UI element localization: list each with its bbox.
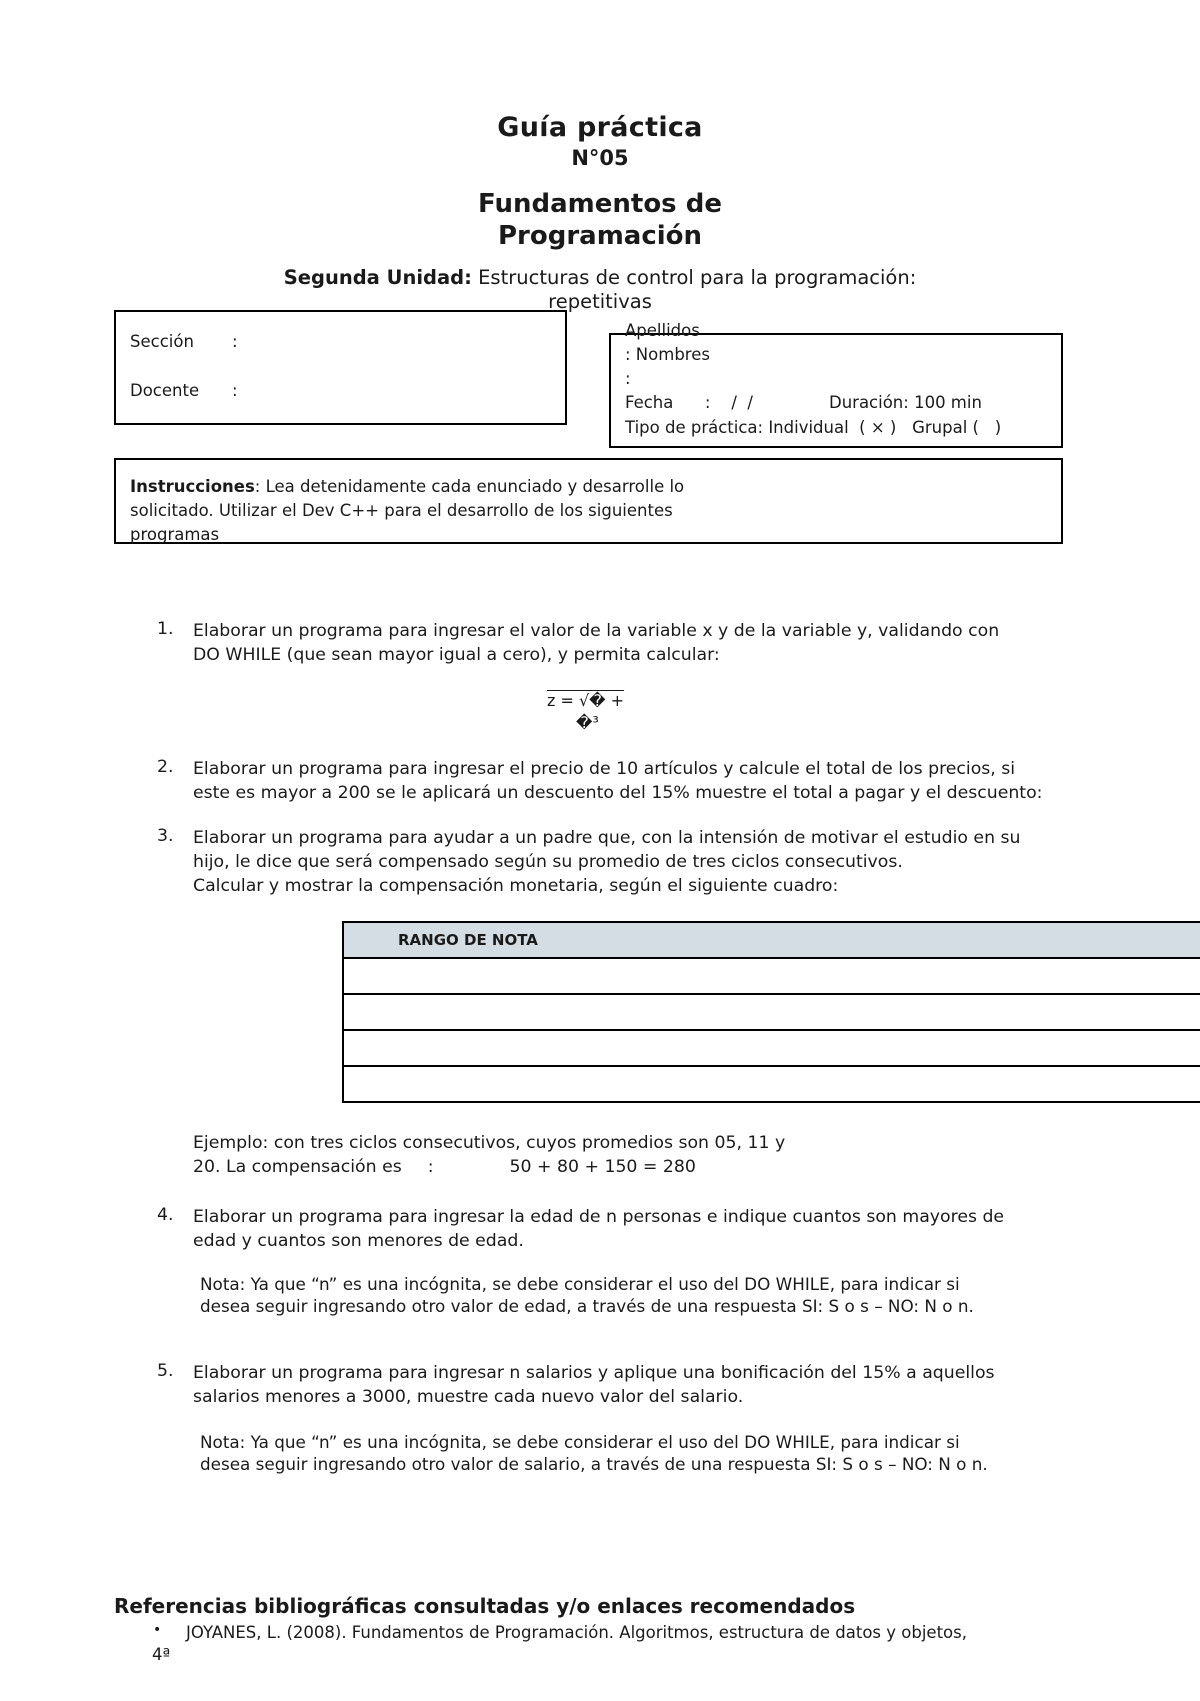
tipo-practica: Tipo de práctica: Individual ( × ) Grupal ( ) <box>625 418 1002 437</box>
exercise-1-number: 1. <box>157 619 174 639</box>
exercise-5-line2: salarios menores a 3000, muestre cada nuevo valor del salario. <box>193 1387 744 1407</box>
table-header-row <box>343 922 1200 958</box>
note-4-line2: desea seguir ingresando otro valor de edad, a través de una respuesta SI: S o s – NO: N o n. <box>200 1296 974 1316</box>
example-line2a: 20. La compensación es <box>193 1157 402 1177</box>
guide-number: N°05 <box>571 146 629 170</box>
seccion-label: Sección <box>130 332 194 351</box>
exercise-5-line1: Elaborar un programa para ingresar n salarios y aplique una bonificación del 15% a aquellos <box>193 1363 995 1383</box>
reference-line2: 4ª <box>152 1645 171 1664</box>
table-header-cell: RANGO DE NOTA <box>343 922 1200 958</box>
unit-text-line1: Estructuras de control para la programación: <box>478 266 917 289</box>
exercise-2 <box>193 757 1193 805</box>
apellidos-label: Apellidos <box>625 321 700 340</box>
exercise-1 <box>193 619 1103 667</box>
references-title: Referencias bibliográficas consultadas y/o enlaces recomendados <box>114 1594 856 1618</box>
instructions-line1: : Lea detenidamente cada enunciado y desarrolle lo <box>254 477 685 496</box>
instructions-label: Instrucciones <box>130 477 255 496</box>
unit-text-line2: repetitivas <box>548 290 652 313</box>
unit-heading <box>0 266 1200 314</box>
exercise-3-line3: Calcular y mostrar la compensación monetaria, según el siguiente cuadro: <box>193 876 839 896</box>
course-title-line1: Fundamentos de <box>478 189 722 219</box>
example-colon: : <box>427 1157 434 1177</box>
instructions-box <box>114 458 1063 544</box>
example-sum: 50 + 80 + 150 = 280 <box>509 1157 696 1177</box>
table-row <box>343 994 1200 1030</box>
exercise-5-number: 5. <box>157 1361 174 1381</box>
course-title <box>0 188 1200 252</box>
exercise-1-line1: Elaborar un programa para ingresar el valor de la variable x y de la variable y, validando con <box>193 621 1000 641</box>
table-row <box>343 958 1200 994</box>
exercise-3-number: 3. <box>157 826 174 846</box>
note-4-line1: Nota: Ya que “n” es una incógnita, se debe considerar el uso del DO WHILE, para indicar si <box>200 1274 960 1294</box>
exercise-3 <box>193 826 1103 898</box>
note-5-line1: Nota: Ya que “n” es una incógnita, se debe considerar el uso del DO WHILE, para indicar si <box>200 1432 960 1452</box>
page-title: Guía práctica <box>497 112 703 143</box>
docente-label: Docente <box>130 381 200 400</box>
exercise-4-line2: edad y cuantos son menores de edad. <box>193 1231 524 1251</box>
exercise-4-note <box>200 1273 1100 1317</box>
compensation-table <box>342 921 1200 1103</box>
seccion-colon: : <box>232 332 238 351</box>
note-5-line2: desea seguir ingresando otro valor de salario, a través de una respuesta SI: S o s – NO: N o n. <box>200 1454 988 1474</box>
example-line1: Ejemplo: con tres ciclos consecutivos, cuyos promedios son 05, 11 y <box>193 1133 786 1153</box>
exercise-2-line1: Elaborar un programa para ingresar el precio de 10 artículos y calcule el total de los precios, si <box>193 759 1016 779</box>
reference-item <box>186 1621 1136 1644</box>
table-row <box>343 1066 1200 1102</box>
unit-label: Segunda Unidad: <box>283 266 472 289</box>
example-line2 <box>193 1155 1103 1179</box>
nombres-label: : Nombres <box>625 345 710 364</box>
exercise-2-line2: este es mayor a 200 se le aplicará un descuento del 15% muestre el total a pagar y el descuento: <box>193 783 1043 803</box>
formula-line1: z = √� + <box>547 691 625 710</box>
exercise-1-line2: DO WHILE (que sean mayor igual a cero), y permita calcular: <box>193 645 720 665</box>
instructions-line2: solicitado. Utilizar el Dev C++ para el desarrollo de los siguientes <box>130 501 673 520</box>
bullet-icon: • <box>153 1622 162 1638</box>
exercise-4-number: 4. <box>157 1205 174 1225</box>
formula-line2: �³ <box>576 713 599 732</box>
reference-line1: JOYANES, L. (2008). Fundamentos de Programación. Algoritmos, estructura de datos y objetos, <box>186 1623 967 1642</box>
example-text <box>193 1131 1103 1179</box>
exercise-3-line2: hijo, le dice que será compensado según su promedio de tres ciclos consecutivos. <box>193 852 903 872</box>
exercise-3-line1: Elaborar un programa para ayudar a un padre que, con la intensión de motivar el estudio en su <box>193 828 1021 848</box>
exercise-5-note <box>200 1431 1100 1475</box>
docente-colon: : <box>232 381 238 400</box>
duracion-field: Duración: 100 min <box>829 393 982 412</box>
exercise-4-line1: Elaborar un programa para ingresar la edad de n personas e indique cuantos son mayores de <box>193 1207 1005 1227</box>
instructions-line3: programas <box>130 525 220 544</box>
formula <box>547 690 624 734</box>
table-row <box>343 1030 1200 1066</box>
fecha-field: Fecha : / / <box>625 393 753 412</box>
course-title-line2: Programación <box>497 221 703 251</box>
exercise-5 <box>193 1361 1103 1409</box>
nombres-colon: : <box>625 369 631 388</box>
section-teacher-box <box>114 310 567 425</box>
exercise-2-number: 2. <box>157 757 174 777</box>
exercise-4 <box>193 1205 1103 1253</box>
